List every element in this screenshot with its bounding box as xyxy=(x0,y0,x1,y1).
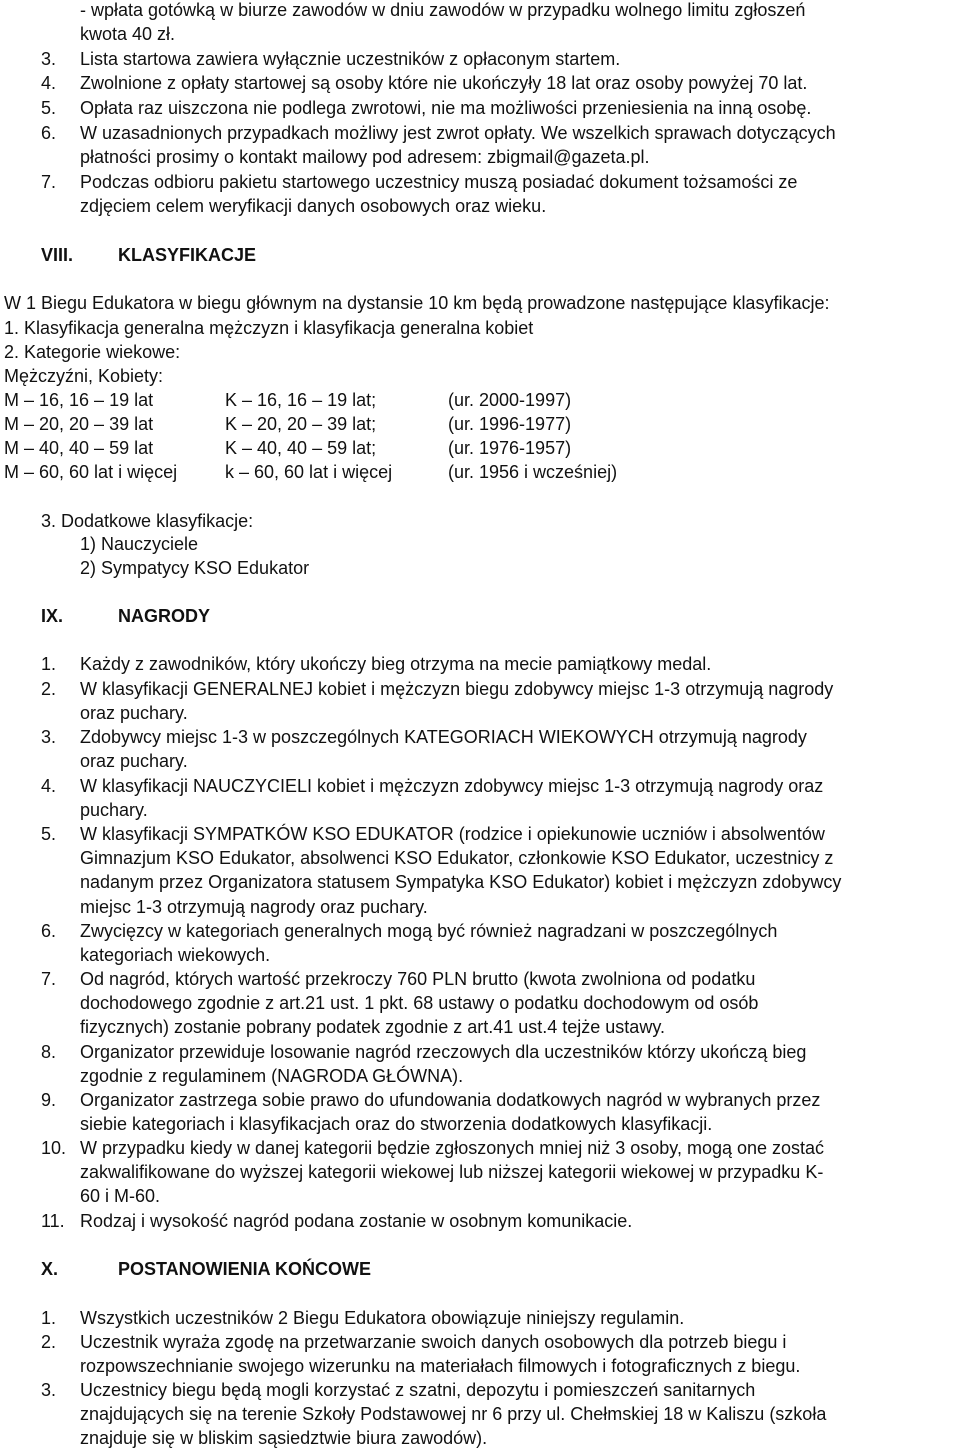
category-m: M – 20, 20 – 39 lat xyxy=(4,414,154,434)
text-line xyxy=(80,1378,954,1402)
text-line-content: W klasyfikacji NAUCZYCIELI kobiet i mężczyzn zdobywcy miejsc 1-3 otrzymują nagrody oraz xyxy=(80,776,824,796)
text-line-content: Zdobywcy miejsc 1-3 w poszczególnych KATEGORIACH WIEKOWYCH otrzymują nagrody xyxy=(80,727,807,747)
category-m: M – 60, 60 lat i więcej xyxy=(4,462,178,482)
text-line xyxy=(80,1136,954,1160)
text-line-content: zakwalifikowane do wyższej kategorii wiekowej lub niższej kategorii wiekowej w przypadku K- xyxy=(80,1162,824,1182)
category-years: (ur. 1996-1977) xyxy=(448,414,572,434)
text-line-content: nadanym przez Organizatora statusem Sympatyka KSO Edukator) kobiet i mężczyzn zdobywcy xyxy=(80,872,842,892)
text-line-content: Uczestnicy biegu będą mogli korzystać z szatni, depozytu i pomieszczeń sanitarnych xyxy=(80,1380,756,1400)
list-number: 8. xyxy=(41,1042,57,1062)
text-line: oraz puchary. xyxy=(80,751,188,771)
text-line: zdjęciem celem weryfikacji danych osobowych oraz wieku. xyxy=(80,196,547,216)
text-line xyxy=(80,822,954,846)
text-line xyxy=(80,121,954,145)
text-line: oraz puchary. xyxy=(80,703,188,723)
text-line-content: Od nagród, których wartość przekroczy 760 PLN brutto (kwota zwolniona od podatku xyxy=(80,969,756,989)
section-title: KLASYFIKACJE xyxy=(118,245,257,265)
text-line: puchary. xyxy=(80,800,148,820)
section-title: NAGRODY xyxy=(118,606,211,626)
text-line-content: W klasyfikacji SYMPATKÓW KSO EDUKATOR (rodzice i opiekunowie uczniów i absolwentów xyxy=(80,824,825,844)
text-line: znajduje się w bliskim sąsiedztwie biura zawodów). xyxy=(80,1428,488,1448)
list-number: 4. xyxy=(41,776,57,796)
list-number: 3. xyxy=(41,49,57,69)
list-number: 2. xyxy=(41,679,57,699)
text-line: zgodnie z regulaminem (NAGRODA GŁÓWNA). xyxy=(80,1066,464,1086)
text-line: fizycznych) zostanie pobrany podatek zgodnie z art.41 ust.4 tejże ustawy. xyxy=(80,1017,665,1037)
text-line: siebie kategoriach i klasyfikacjach oraz do stworzenia dodatkowych klasyfikacji. xyxy=(80,1114,713,1134)
text-line: 60 i M-60. xyxy=(80,1186,161,1206)
classification-item: 2. Kategorie wiekowe: xyxy=(4,342,181,362)
text-line: Lista startowa zawiera wyłącznie uczestników z opłaconym startem. xyxy=(80,49,621,69)
section-number: VIII. xyxy=(41,245,74,265)
text-line: miejsc 1-3 otrzymują nagrody oraz puchary. xyxy=(80,897,428,917)
list-number: 1. xyxy=(41,654,57,674)
text-line: rozpowszechnianie swojego wizerunku na materiałach filmowych i fotograficznych z biegu. xyxy=(80,1356,801,1376)
text-line xyxy=(80,1040,954,1064)
text-line: Opłata raz uiszczona nie podlega zwrotowi, nie ma możliwości przeniesienia na inną osobę. xyxy=(80,98,812,118)
classification-item: 1. Klasyfikacja generalna mężczyzn i klasyfikacja generalna kobiet xyxy=(4,318,534,338)
list-number: 6. xyxy=(41,921,57,941)
text-line-content: Gimnazjum KSO Edukator, absolwenci KSO Edukator, członkowie KSO Edukator, uczestnicy z xyxy=(80,848,834,868)
section-number: IX. xyxy=(41,606,64,626)
section-intro: W 1 Biegu Edukatora w biegu głównym na dystansie 10 km będą prowadzone następujące klasyfikacje: xyxy=(4,293,830,313)
category-years: (ur. 1976-1957) xyxy=(448,438,572,458)
text-line-content: Uczestnik wyraża zgodę na przetwarzanie swoich danych osobowych dla potrzeb biegu i xyxy=(80,1332,787,1352)
text-line-content: Zwycięzcy w kategoriach generalnych mogą być również nagradzani w poszczególnych xyxy=(80,921,778,941)
text-line-content: dochodowego zgodnie z art.21 ust. 1 pkt. 68 ustawy o podatku dochodowym od osób xyxy=(80,993,759,1013)
text-line xyxy=(80,1330,954,1354)
list-number: 11. xyxy=(41,1211,65,1231)
list-number: 2. xyxy=(41,1332,57,1352)
text-line-content: znajdujących się na terenie Szkoły Podstawowej nr 6 przy ul. Chełmskiej 18 w Kaliszu (szkoła xyxy=(80,1404,827,1424)
text-line xyxy=(80,1160,954,1184)
text-line-content: W uzasadnionych przypadkach możliwy jest zwrot opłaty. We wszelkich sprawach dotyczących xyxy=(80,123,836,143)
section-number: X. xyxy=(41,1259,59,1279)
category-years: (ur. 1956 i wcześniej) xyxy=(448,462,618,482)
text-line: kwota 40 zł. xyxy=(80,24,176,44)
additional-classification: 1) Nauczyciele xyxy=(80,534,199,554)
text-line xyxy=(80,1088,954,1112)
list-number: 3. xyxy=(41,1380,57,1400)
category-k: K – 20, 20 – 39 lat; xyxy=(225,414,377,434)
category-k: K – 40, 40 – 59 lat; xyxy=(225,438,377,458)
text-line: Rodzaj i wysokość nagród podana zostanie w osobnym komunikacie. xyxy=(80,1211,633,1231)
text-line: Każdy z zawodników, który ukończy bieg otrzyma na mecie pamiątkowy medal. xyxy=(80,654,712,674)
list-number: 1. xyxy=(41,1308,57,1328)
category-m: M – 40, 40 – 59 lat xyxy=(4,438,154,458)
text-line xyxy=(80,967,954,991)
list-number: 5. xyxy=(41,98,57,118)
additional-classification: 2) Sympatycy KSO Edukator xyxy=(80,558,310,578)
text-line-content: Organizator przewiduje losowanie nagród rzeczowych dla uczestników którzy ukończą bieg xyxy=(80,1042,807,1062)
text-line-content: W przypadku kiedy w danej kategorii będzie zgłoszonych mniej niż 3 osoby, mogą one zostać xyxy=(80,1138,825,1158)
classification-item: 3. Dodatkowe klasyfikacje: xyxy=(41,511,254,531)
category-years: (ur. 2000-1997) xyxy=(448,390,572,410)
text-line-content: W klasyfikacji GENERALNEJ kobiet i mężczyzn biegu zdobywcy miejsc 1-3 otrzymują nagrody xyxy=(80,679,834,699)
list-number: 5. xyxy=(41,824,57,844)
text-line xyxy=(80,870,954,894)
category-k: K – 16, 16 – 19 lat; xyxy=(225,390,377,410)
list-number: 6. xyxy=(41,123,57,143)
categories-label: Mężczyźni, Kobiety: xyxy=(4,366,164,386)
text-line xyxy=(80,725,954,749)
list-number: 9. xyxy=(41,1090,57,1110)
text-line: Zwolnione z opłaty startowej są osoby które nie ukończyły 18 lat oraz osoby powyżej 70 lat. xyxy=(80,73,808,93)
text-line: - wpłata gotówką w biurze zawodów w dniu zawodów w przypadku wolnego limitu zgłoszeń xyxy=(80,0,806,20)
text-line-content: Organizator zastrzega sobie prawo do ufundowania dodatkowych nagród w wybranych przez xyxy=(80,1090,821,1110)
text-line: płatności prosimy o kontakt mailowy pod adresem: zbigmail@gazeta.pl. xyxy=(80,147,650,167)
text-line: Wszystkich uczestników 2 Biegu Edukatora obowiązuje niniejszy regulamin. xyxy=(80,1308,685,1328)
text-line xyxy=(80,677,954,701)
text-line: Podczas odbioru pakietu startowego uczestnicy muszą posiadać dokument tożsamości ze xyxy=(80,172,798,192)
list-number: 3. xyxy=(41,727,57,747)
text-line xyxy=(80,846,954,870)
list-number: 10. xyxy=(41,1138,67,1158)
section-title: POSTANOWIENIA KOŃCOWE xyxy=(118,1259,371,1279)
list-number: 7. xyxy=(41,969,57,989)
list-number: 4. xyxy=(41,73,57,93)
text-line xyxy=(80,1402,954,1426)
text-line xyxy=(80,991,954,1015)
text-line xyxy=(80,774,954,798)
list-number: 7. xyxy=(41,172,57,192)
category-m: M – 16, 16 – 19 lat xyxy=(4,390,154,410)
category-k: k – 60, 60 lat i więcej xyxy=(225,462,393,482)
text-line: kategoriach wiekowych. xyxy=(80,945,271,965)
text-line xyxy=(80,919,954,943)
